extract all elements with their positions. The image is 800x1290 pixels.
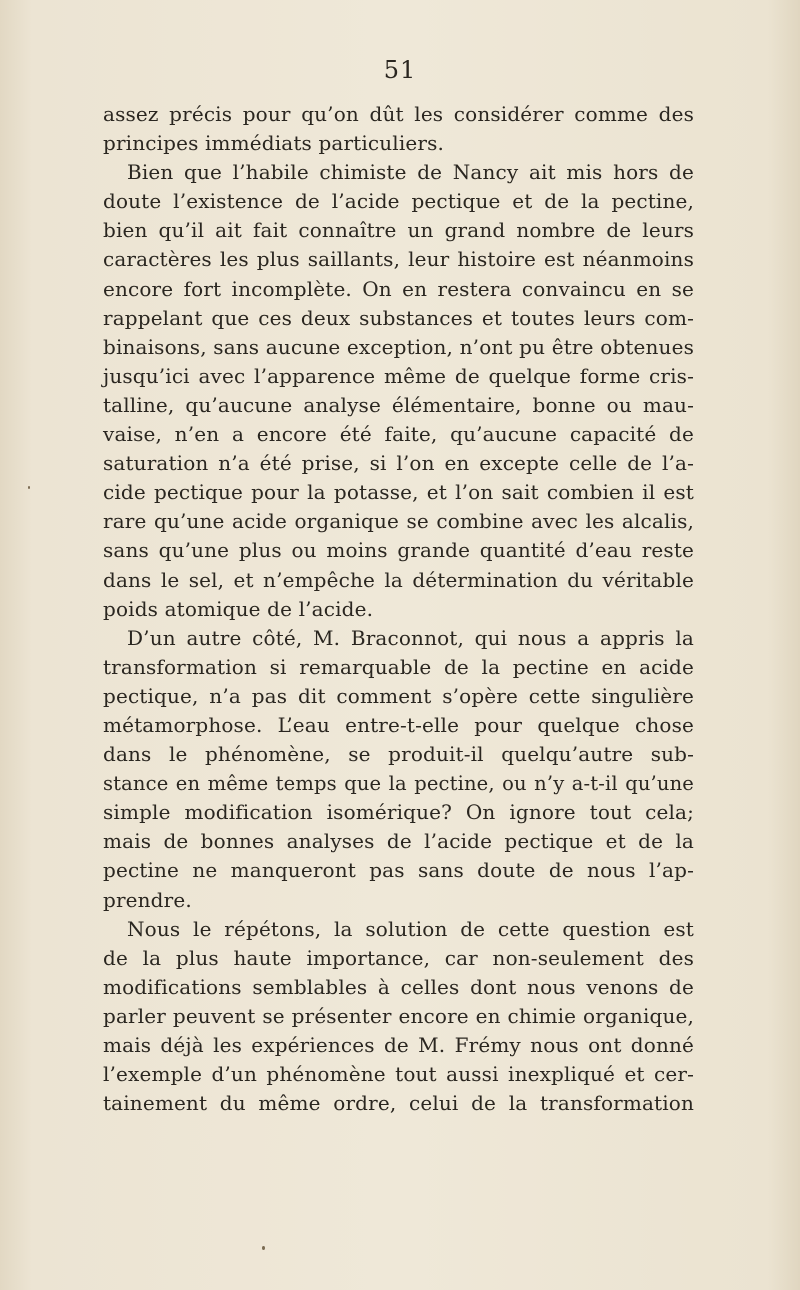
text-line: prendre. bbox=[103, 887, 192, 912]
text-line: transformation si remarquable de la pectine en acide bbox=[103, 654, 694, 679]
text-line: stance en même temps que la pectine, ou n’y a-t-il qu’une bbox=[103, 772, 694, 796]
text-line: Bien que l’habile chimiste de Nancy ait mis hors de bbox=[127, 160, 694, 185]
text-line: poids atomique de l’acide. bbox=[103, 596, 374, 621]
text-line: modifications semblables à celles dont nous venons de bbox=[103, 974, 694, 999]
text-line: principes immédiats particuliers. bbox=[103, 131, 445, 156]
text-line: sans qu’une plus ou moins grande quantité d’eau reste bbox=[103, 538, 694, 563]
ink-speck bbox=[262, 1246, 265, 1250]
ink-speck bbox=[28, 486, 30, 489]
text-line: talline, qu’aucune analyse élémentaire, bonne ou mau- bbox=[103, 392, 694, 417]
text-line: métamorphose. L’eau entre-t-elle pour quelque chose bbox=[103, 712, 694, 737]
text-line: parler peuvent se présenter encore en chimie organique, bbox=[103, 1003, 694, 1028]
text-line: encore fort incomplète. On en restera convaincu en se bbox=[103, 276, 694, 301]
text-line: rappelant que ces deux substances et toutes leurs com- bbox=[103, 305, 694, 330]
body-text bbox=[103, 100, 694, 1118]
text-line: de la plus haute importance, car non-seulement des bbox=[103, 945, 694, 970]
text-line: assez précis pour qu’on dût les considérer comme des bbox=[103, 102, 694, 126]
page-number: 51 bbox=[383, 56, 417, 84]
text-line: vaise, n’en a encore été faite, qu’aucune capacité de bbox=[103, 422, 694, 447]
text-line: pectine ne manqueront pas sans doute de nous l’ap- bbox=[103, 858, 694, 883]
text-line: mais de bonnes analyses de l’acide pectique et de la bbox=[103, 829, 694, 854]
text-line: dans le phénomène, se produit-il quelqu’autre sub- bbox=[103, 742, 694, 767]
text-line: cide pectique pour la potasse, et l’on sait combien il est bbox=[103, 480, 694, 505]
text-line: Nous le répétons, la solution de cette question est bbox=[127, 916, 694, 941]
text-line: D’un autre côté, M. Braconnot, qui nous a appris la bbox=[127, 625, 694, 650]
text-line: doute l’existence de l’acide pectique et de la pectine, bbox=[103, 189, 694, 214]
text-line: tainement du même ordre, celui de la transformation bbox=[103, 1091, 694, 1116]
text-line: pectique, n’a pas dit comment s’opère cette singulière bbox=[103, 683, 694, 708]
text-line: l’exemple d’un phénomène tout aussi inexpliqué et cer- bbox=[103, 1062, 694, 1087]
text-line: caractères les plus saillants, leur histoire est néanmoins bbox=[103, 247, 694, 272]
text-line: binaisons, sans aucune exception, n’ont pu être obtenues bbox=[103, 334, 694, 359]
text-line: saturation n’a été prise, si l’on en excepte celle de l’a- bbox=[103, 451, 694, 476]
text-line: jusqu’ici avec l’apparence même de quelque forme cris- bbox=[103, 363, 694, 388]
text-line: rare qu’une acide organique se combine avec les alcalis, bbox=[103, 509, 694, 534]
text-line: simple modification isomérique? On ignore tout cela; bbox=[103, 800, 694, 825]
text-line: dans le sel, et n’empêche la détermination du véritable bbox=[103, 567, 694, 592]
text-line: mais déjà les expériences de M. Frémy nous ont donné bbox=[103, 1033, 694, 1057]
text-line: bien qu’il ait fait connaître un grand nombre de leurs bbox=[103, 218, 694, 243]
